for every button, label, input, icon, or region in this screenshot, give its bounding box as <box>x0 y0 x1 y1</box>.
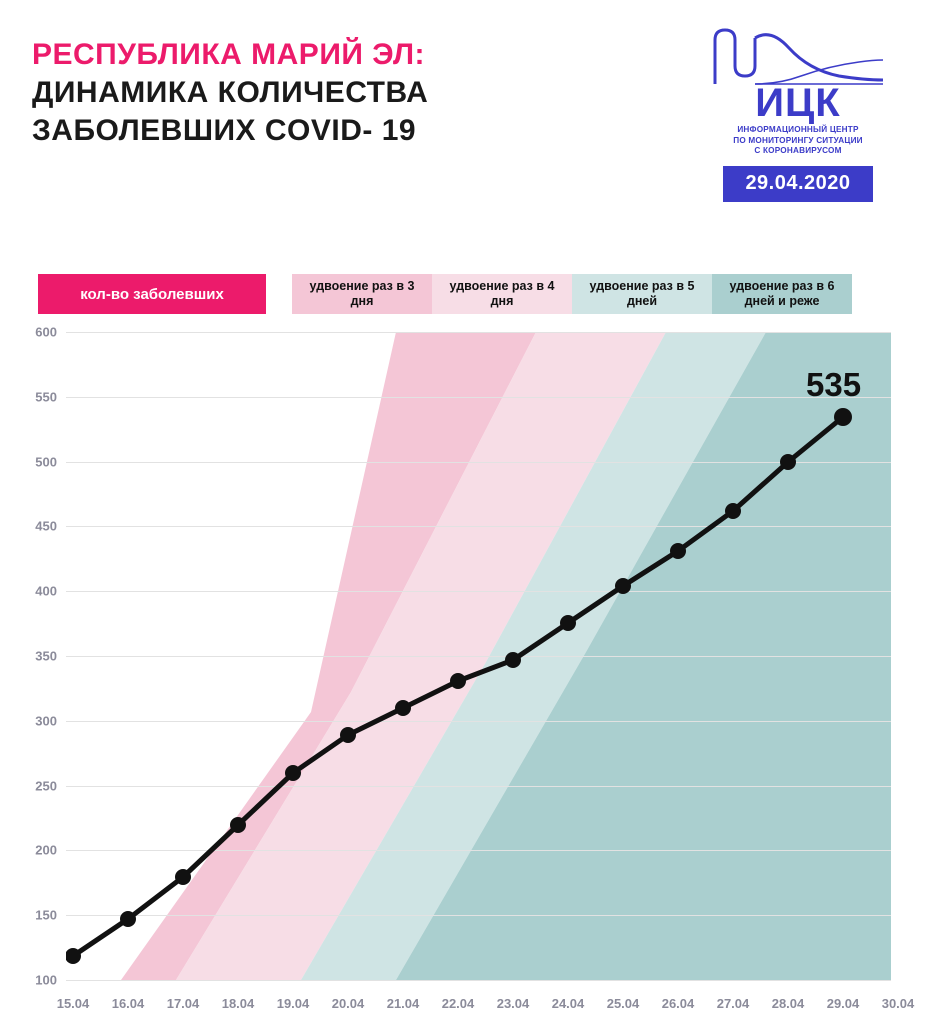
x-tick-label: 25.04 <box>606 996 640 1011</box>
legend-item-doubling-6: удвоение раз в 6 дней и реже <box>712 274 852 314</box>
title-line-covid: ЗАБОЛЕВШИХ COVID- 19 <box>32 114 417 147</box>
x-tick-label: 17.04 <box>166 996 200 1011</box>
y-tick-label: 550 <box>35 389 57 405</box>
x-tick-label: 19.04 <box>276 996 310 1011</box>
data-point <box>725 503 741 519</box>
legend-item-doubling-3: удвоение раз в 3 дня <box>292 274 432 314</box>
x-tick-label: 28.04 <box>771 996 805 1011</box>
page-title <box>32 36 592 150</box>
y-tick-label: 600 <box>35 324 57 340</box>
legend-item-doubling-4: удвоение раз в 4 дня <box>432 274 572 314</box>
data-point <box>340 727 356 743</box>
x-tick-label: 30.04 <box>881 996 915 1011</box>
plot-area <box>35 324 915 1011</box>
x-tick-label: 15.04 <box>56 996 90 1011</box>
y-tick-label: 400 <box>35 583 57 599</box>
legend-spacer <box>266 274 292 314</box>
y-tick-label: 500 <box>35 454 57 470</box>
data-point <box>450 673 466 689</box>
y-tick-label: 150 <box>35 907 57 923</box>
logo-wave-icon <box>709 26 887 88</box>
cases-series <box>66 332 891 980</box>
legend <box>38 274 852 314</box>
x-tick-label: 22.04 <box>441 996 475 1011</box>
y-tick-label: 250 <box>35 778 57 794</box>
x-tick-label: 21.04 <box>386 996 420 1011</box>
data-point <box>230 817 246 833</box>
y-tick-label: 100 <box>35 972 57 988</box>
data-point <box>175 869 191 885</box>
header <box>0 0 927 232</box>
y-tick-label: 350 <box>35 648 57 664</box>
x-tick-label: 29.04 <box>826 996 860 1011</box>
data-point <box>615 578 631 594</box>
title-line-dynamics: ДИНАМИКА КОЛИЧЕСТВА <box>32 76 429 109</box>
data-point <box>834 408 852 426</box>
logo-subtitle <box>703 125 893 157</box>
data-point <box>120 911 136 927</box>
title-line-region: РЕСПУБЛИКА МАРИЙ ЭЛ: <box>32 38 426 71</box>
x-tick-label: 20.04 <box>331 996 365 1011</box>
logo-subtitle-line-2: ПО МОНИТОРИНГУ СИТУАЦИИ <box>733 135 863 145</box>
logo-subtitle-line-1: ИНФОРМАЦИОННЫЙ ЦЕНТР <box>737 125 859 134</box>
data-point <box>395 700 411 716</box>
logo-subtitle-line-3: С КОРОНАВИРУСОМ <box>754 146 842 155</box>
legend-item-cases: кол-во заболевших <box>38 274 266 314</box>
data-point <box>670 543 686 559</box>
x-tick-label: 27.04 <box>716 996 750 1011</box>
x-tick-label: 23.04 <box>496 996 530 1011</box>
data-point <box>560 615 576 631</box>
date-badge: 29.04.2020 <box>723 166 873 202</box>
x-tick-label: 24.04 <box>551 996 585 1011</box>
data-point <box>505 652 521 668</box>
x-tick-label: 16.04 <box>111 996 145 1011</box>
data-point <box>780 454 796 470</box>
y-tick-label: 450 <box>35 518 57 534</box>
y-tick-label: 200 <box>35 842 57 858</box>
x-tick-label: 26.04 <box>661 996 695 1011</box>
logo <box>703 26 893 202</box>
logo-abbreviation: ИЦК <box>755 81 841 125</box>
data-point <box>285 765 301 781</box>
gridline-100 <box>66 980 891 981</box>
legend-item-doubling-5: удвоение раз в 5 дней <box>572 274 712 314</box>
x-tick-label: 18.04 <box>221 996 255 1011</box>
value-annotation: 535 <box>806 366 862 403</box>
y-tick-label: 300 <box>35 713 57 729</box>
chart <box>0 320 927 1024</box>
